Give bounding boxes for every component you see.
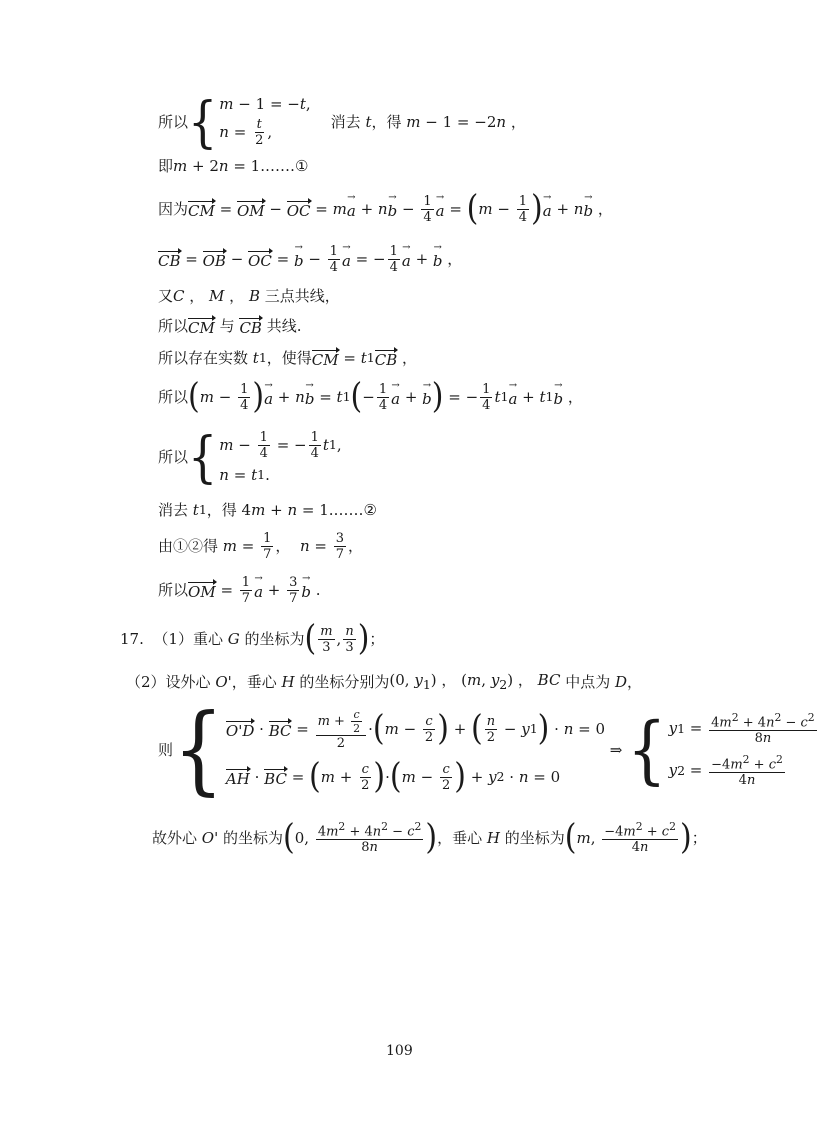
q17-part2-label: （2）设外心 <box>126 672 211 691</box>
label-collinear: 三点共线 <box>264 286 325 305</box>
system-row: y 1 = $\frac{4m^2 + 4n^2 - c^2}{8n}$ <box>668 710 815 747</box>
equation-system-2 <box>158 426 342 488</box>
system-rows <box>219 94 310 150</box>
system-row: AH · BC = ( m + $\frac{c}{2}$ ) · ( m − $\frac{c}{2}$ ) + y 2 · n = 0 <box>225 756 561 797</box>
label-conclusion-c: ，垂心 <box>437 828 483 847</box>
label-yinwei: 因为 <box>158 199 189 218</box>
label-suoyi: 所以 <box>158 112 189 131</box>
label-conclusion-d: 的坐标为 <box>504 828 565 847</box>
statement-vectors-collinear: 所以 CM 与 CB 共线. <box>158 316 302 337</box>
circled-2: ② <box>363 500 377 519</box>
equation-cm: 因为 CM = OM − OC = m → a + n → b − $\frac{1}{4}$ → a = ( m − $\frac{1}{4}$ ) → a + n → b ， <box>158 186 613 232</box>
q17-part1: 17. （1）重心 G 的坐标为 ( $\frac{m}{3}$ , $\frac{n}{3}$ ) ； <box>120 618 385 659</box>
system-row: m − $\frac{1}{4}$ = − $\frac{1}{4}$ t 1 , <box>219 430 342 461</box>
q17-coords-label: 的坐标分别为 <box>299 672 390 691</box>
label-elim-t: 消去 <box>330 112 361 131</box>
q17-coord-label: 的坐标为 <box>244 629 305 648</box>
equation-system-1: 所以 { m − 1 = − t , n = $\frac{t}{2}$ , 消去 t ，得 m − 1 = −2n ， <box>158 89 526 154</box>
solution-om: 所以 OM = $\frac{1}{7}$ → a + $\frac{3}{7}$ → b . <box>158 568 321 612</box>
question-number: 17. <box>120 629 144 648</box>
label-suoyi: 所以 <box>158 580 189 599</box>
q17-dot-product-system: 则 { O'D · BC = m + $\frac{c}{2}$ 2 · ( m − $\frac{c}{2}$ ) + ( $\frac{n}{2}$ − y 1 ) · n = 0 AH · BC = ( m + $\frac{c}{2}$ ) · ( m − $\frac{c}{2}$ ) + y 2 · n = 0 ⇒ { y 1 = $\frac{4m^2 + 4n^2 - c^2}{8n}$ y 2 = $\frac{-4m^2 + c^2}{4n}$ <box>158 700 819 800</box>
label-you: 又 <box>158 286 174 305</box>
label-ze: 则 <box>158 740 174 759</box>
solution-mn: 由①②得 m = $\frac{1}{7}$ ， n = $\frac{3}{7}$ ， <box>158 530 364 562</box>
system-row: y 2 = $\frac{-4m^2 + c^2}{4n}$ <box>668 752 783 789</box>
equation-expand: 所以 ( m − $\frac{1}{4}$ ) → a + n → b = t 1 ( − $\frac{1}{4}$ → a + → b ) = − $\frac{1}{4}$ t 1 → a + t 1 → b ， <box>158 374 583 420</box>
system-row: n = t 1 . <box>219 466 270 484</box>
system-rows <box>219 427 341 487</box>
label-gongxian: 共线. <box>266 316 302 335</box>
q17-part1-label: （1）重心 <box>153 629 223 648</box>
dots: …… <box>333 500 364 519</box>
equation-2: 消去 t 1 ，得 4m + n = 1. …… ② <box>158 500 377 519</box>
label-cunzai: 所以存在实数 <box>158 348 249 367</box>
label-elim-t1: 消去 <box>158 500 189 519</box>
label-ji: 即 <box>158 156 174 175</box>
brace: { <box>188 424 218 489</box>
q17-chuixin-label: ，垂心 <box>231 672 277 691</box>
label-de: ，得 <box>371 112 402 131</box>
system-row: n = $\frac{t}{2}$ , <box>219 117 273 148</box>
label-you-12: 由①②得 <box>158 536 219 555</box>
statement-collinear: 又 C ， M ， B 三点共线 ， <box>158 286 340 305</box>
circled-1: ① <box>295 156 309 175</box>
label-conclusion-a: 故外心 <box>152 828 198 847</box>
brace: { <box>627 705 667 794</box>
q17-conclusion: 故外心 O' 的坐标为 ( 0, $\frac{4m^2 + 4n^2 - c^2}{8n}$ ) ，垂心 H 的坐标为 ( m , $\frac{-4m^2 + c^2}{4n}$ ) ； <box>152 817 707 858</box>
equation-cb: CB = OB − OC = → b − $\frac{1}{4}$ → a = − $\frac{1}{4}$ → a + → b ， <box>158 236 462 282</box>
equation-1: 即 m + 2n = 1. …… ① <box>158 156 309 175</box>
q17-part2: （2）设外心 O' ，垂心 H 的坐标分别为 (0, $y_1$) ， (m, $y_2$) ， BC 中点为 D ， <box>126 670 643 692</box>
system-row: O'D · BC = m + $\frac{c}{2}$ 2 · ( m − $\frac{c}{2}$ ) + ( $\frac{n}{2}$ − y 1 ) · n = 0 <box>225 707 606 751</box>
page-number: 109 <box>386 1043 413 1059</box>
brace: { <box>173 693 224 806</box>
label-conclusion-b: 的坐标为 <box>222 828 283 847</box>
label-shide: ，使得 <box>266 348 312 367</box>
label-suoyi: 所以 <box>158 447 189 466</box>
label-suoyi: 所以 <box>158 316 189 335</box>
system-rows <box>226 702 605 798</box>
label-suoyi: 所以 <box>158 387 189 406</box>
brace: { <box>188 89 218 154</box>
system-row: m − 1 = − t , <box>219 95 311 113</box>
label-yu: 与 <box>219 316 235 335</box>
system-rows <box>669 708 819 792</box>
dots: …… <box>265 156 295 175</box>
q17-bc-mid-label: 中点为 <box>565 672 611 691</box>
statement-exists-t1: 所以存在实数 t 1 ，使得 CM = t 1 CB ， <box>158 348 417 369</box>
label-de: ，得 <box>206 500 237 519</box>
